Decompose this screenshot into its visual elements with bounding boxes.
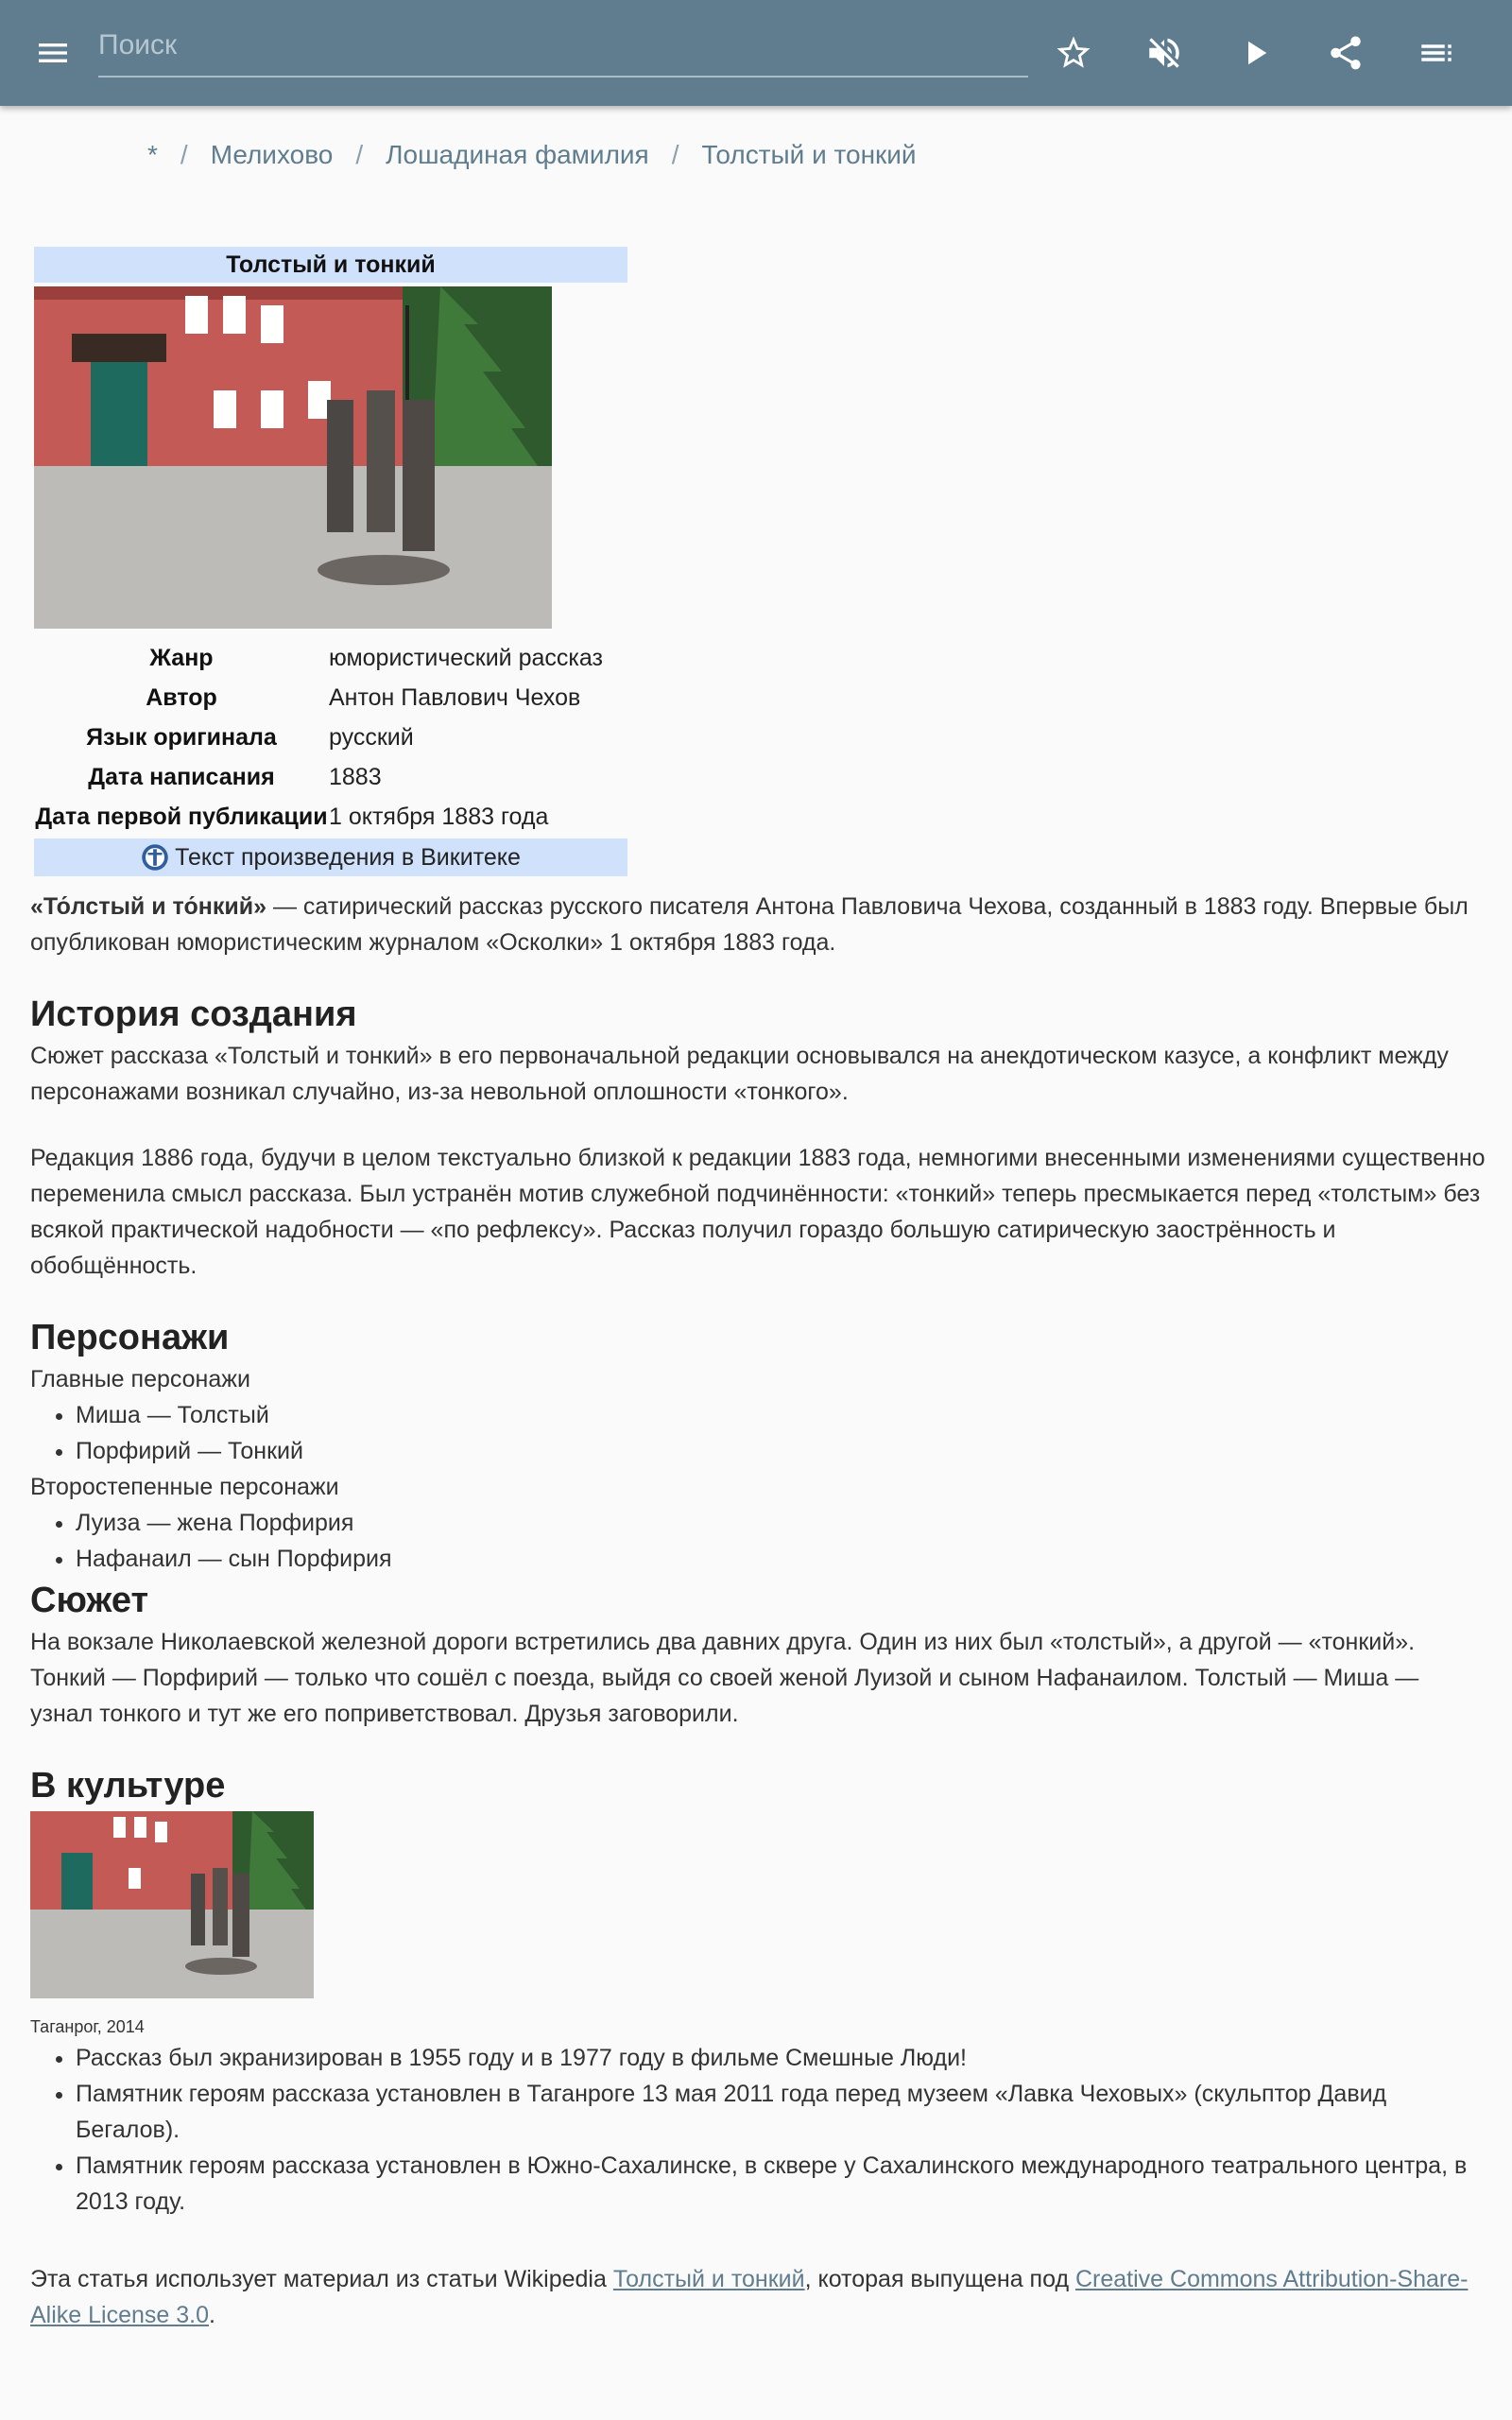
infobox-label: Язык оригинала	[86, 723, 277, 751]
infobox-value: 1883	[329, 763, 382, 790]
section-heading-culture: В культуре	[30, 1766, 226, 1806]
intro-text: — сатирический рассказ русского писателя Антона Павловича Чехова, созданный в 1883 году. Впервые был опубликован юмористическим журналом «Осколки» 1 октября 1883 года.	[30, 893, 1469, 956]
infobox-value: юмористический рассказ	[329, 644, 603, 671]
image-caption: Таганрог, 2014	[30, 2017, 145, 2036]
intro-title: «То́лстый и то́нкий»	[30, 893, 266, 920]
secondary-characters-list	[30, 1505, 1486, 1577]
infobox-row	[34, 678, 627, 717]
infobox	[34, 247, 627, 876]
table-of-contents-button[interactable]	[1410, 26, 1463, 79]
infobox-value: русский	[329, 723, 414, 751]
list-item: • Рассказ был экранизирован в 1955 году и в 1977 году в фильме Смешные Люди!	[76, 2040, 1486, 2076]
breadcrumb-item[interactable]: Мелихово	[210, 140, 334, 169]
infobox-label: Дата написания	[88, 763, 275, 790]
volume-off-icon	[1144, 33, 1184, 73]
culture-thumbnail[interactable]	[30, 1811, 314, 1998]
breadcrumb-separator: /	[180, 140, 188, 169]
infobox-row	[34, 797, 627, 837]
list-item: • Нафанаил — сын Порфирия	[76, 1541, 1486, 1577]
infobox-row	[34, 757, 627, 797]
share-button[interactable]	[1319, 26, 1372, 79]
star-outline-icon	[1054, 33, 1093, 73]
culture-list	[30, 2040, 1486, 2220]
infobox-title: Толстый и тонкий	[34, 247, 627, 283]
section-heading-history: История создания	[30, 994, 357, 1034]
infobox-label: Автор	[146, 683, 217, 711]
search-input[interactable]	[98, 17, 1028, 74]
license-paragraph	[30, 2261, 1486, 2333]
breadcrumb	[147, 140, 917, 170]
wikisource-link[interactable]	[34, 838, 627, 876]
license-link[interactable]: Creative Commons Attribution-Share-Alike License 3.0	[30, 2266, 1469, 2328]
breadcrumb-item[interactable]: Лошадиная фамилия	[386, 140, 649, 169]
breadcrumb-separator: /	[355, 140, 364, 169]
list-item: • Луиза — жена Порфирия	[76, 1505, 1486, 1541]
infobox-value: 1 октября 1883 года	[329, 803, 549, 830]
search-field	[98, 17, 1028, 78]
toc-icon	[1417, 33, 1456, 73]
mute-button[interactable]	[1138, 26, 1191, 79]
section-heading-characters: Персонажи	[30, 1318, 230, 1357]
breadcrumb-separator: /	[671, 140, 679, 169]
intro-paragraph	[30, 889, 1486, 960]
hamburger-menu-icon	[34, 34, 72, 72]
license-middle: , которая выпущена под	[804, 2266, 1075, 2292]
article-body	[30, 889, 1486, 2363]
wikisource-icon	[141, 843, 169, 872]
breadcrumb-root[interactable]: *	[147, 140, 158, 169]
infobox-value: Антон Павлович Чехов	[329, 683, 581, 711]
license-prefix: Эта статья использует материал из статьи Wikipedia	[30, 2266, 613, 2292]
main-characters-list	[30, 1397, 1486, 1469]
secondary-characters-label: Второстепенные персонажи	[30, 1474, 339, 1500]
list-item: • Миша — Толстый	[76, 1397, 1486, 1433]
license-suffix: .	[209, 2302, 215, 2328]
list-item: • Памятник героям рассказа установлен в Таганроге 13 мая 2011 года перед музеем «Лавка Чеховых» (скульптор Давид Бегалов).	[76, 2076, 1486, 2148]
infobox-row	[34, 717, 627, 757]
history-paragraph: Сюжет рассказа «Толстый и тонкий» в его первоначальной редакции основывался на анекдотическом казусе, а конфликт между персонажами возникал случайно, из-за невольной оплошности «тонкого».	[30, 1043, 1449, 1105]
play-icon	[1235, 33, 1275, 73]
source-article-link[interactable]: Толстый и тонкий	[612, 2266, 805, 2292]
monument-photo[interactable]	[34, 286, 552, 629]
list-item: • Порфирий — Тонкий	[76, 1433, 1486, 1469]
infobox-label: Дата первой публикации	[35, 803, 328, 830]
infobox-row	[34, 638, 627, 678]
play-button[interactable]	[1228, 26, 1281, 79]
section-heading-plot: Сюжет	[30, 1581, 149, 1620]
list-item: • Памятник героям рассказа установлен в Южно-Сахалинске, в сквере у Сахалинского международного театрального центра, в 2013 году.	[76, 2148, 1486, 2220]
menu-button[interactable]	[26, 26, 79, 79]
breadcrumb-current[interactable]: Толстый и тонкий	[701, 140, 917, 169]
history-paragraph: Редакция 1886 года, будучи в целом текстуально близкой к редакции 1883 года, немногими внесенными изменениями существенно переменила смысл рассказа. Был устранён мотив служебной подчинённости: «тонкий» теперь пресмыкается перед «толстым» без всякой практической надобности — «по рефлексу». Рассказ получил гораздо большую сатирическую заострённость и обобщённость.	[30, 1145, 1486, 1279]
wikisource-link-label: Текст произведения в Викитеке	[175, 843, 521, 871]
infobox-rows	[34, 638, 627, 837]
share-icon	[1326, 33, 1366, 73]
app-bar	[0, 0, 1512, 106]
plot-paragraph: На вокзале Николаевской железной дороги встретились два давних друга. Один из них был «толстый», а другой — «тонкий». Тонкий — Порфирий — только что сошёл с поезда, выйдя со своей женой Луизой и сыном Нафанаилом. Толстый — Миша — узнал тонкого и тут же его поприветствовал. Друзья заговорили.	[30, 1629, 1419, 1727]
infobox-label: Жанр	[149, 644, 214, 671]
favorite-button[interactable]	[1047, 26, 1100, 79]
main-characters-label: Главные персонажи	[30, 1366, 250, 1392]
